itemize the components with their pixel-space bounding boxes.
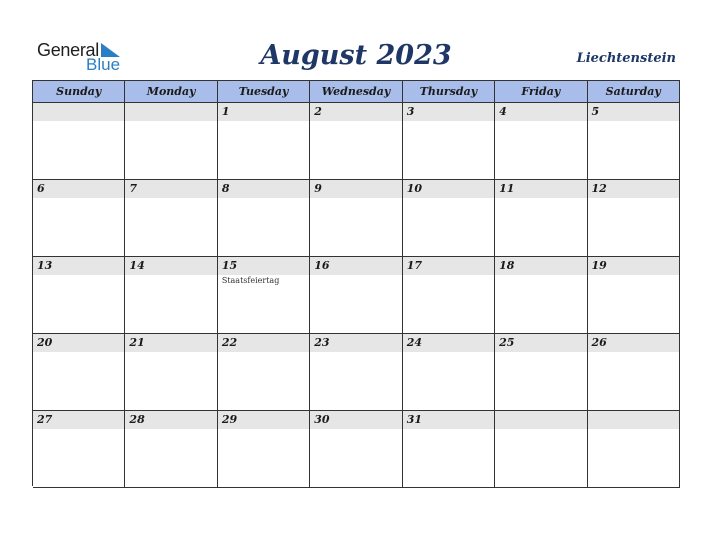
logo-word-general: General	[37, 40, 99, 60]
day-cell	[218, 334, 310, 411]
day-cell	[218, 257, 310, 334]
day-number: 15	[221, 259, 238, 272]
day-number: 30	[314, 413, 330, 426]
weekday-header-row	[33, 81, 680, 103]
day-number: 4	[499, 105, 507, 118]
day-cell	[495, 334, 587, 411]
day-number-band	[495, 411, 586, 429]
day-number-band	[33, 103, 124, 121]
day-number-band	[310, 103, 401, 121]
day-cell	[125, 180, 217, 257]
day-number: 19	[591, 259, 607, 272]
calendar-week-row	[33, 257, 680, 334]
day-cell	[310, 257, 402, 334]
day-number-band	[588, 103, 679, 121]
day-number: 2	[314, 105, 322, 118]
calendar-week-row	[33, 334, 680, 411]
day-number: 13	[37, 259, 53, 272]
day-number: 20	[37, 336, 53, 349]
day-cell	[403, 411, 495, 488]
day-cell	[495, 257, 587, 334]
day-number: 18	[499, 259, 515, 272]
day-number: 21	[129, 336, 145, 349]
day-number: 22	[221, 336, 238, 349]
day-cell	[218, 411, 310, 488]
day-cell	[310, 334, 402, 411]
day-cell	[588, 411, 680, 488]
day-number: 17	[406, 259, 422, 272]
day-cell	[218, 180, 310, 257]
weekday-header: Tuesday	[218, 81, 310, 103]
day-number: 8	[221, 182, 230, 195]
day-cell	[588, 180, 680, 257]
day-number-band	[218, 180, 309, 198]
day-cell	[125, 334, 217, 411]
day-number: 5	[591, 105, 600, 118]
day-number: 14	[129, 259, 145, 272]
day-cell	[588, 257, 680, 334]
day-number-band	[310, 180, 401, 198]
day-cell	[495, 103, 587, 180]
day-cell	[125, 411, 217, 488]
weekday-header: Sunday	[33, 81, 125, 103]
day-number: 10	[406, 182, 422, 195]
day-cell	[33, 180, 125, 257]
weekday-header: Saturday	[588, 81, 680, 103]
day-number: 24	[406, 336, 422, 349]
calendar-grid	[32, 80, 680, 486]
calendar-week-row	[33, 411, 680, 488]
day-number: 28	[129, 413, 145, 426]
day-number: 1	[221, 105, 230, 118]
calendar-week-row	[33, 180, 680, 257]
day-number: 31	[406, 413, 422, 426]
weekday-header: Friday	[495, 81, 587, 103]
day-cell	[403, 257, 495, 334]
day-cell	[588, 103, 680, 180]
day-number-band	[125, 103, 216, 121]
day-cell	[33, 257, 125, 334]
day-cell	[588, 334, 680, 411]
country-label: Liechtenstein	[576, 51, 676, 66]
day-number: 25	[499, 336, 515, 349]
day-cell	[310, 103, 402, 180]
day-number: 29	[221, 413, 238, 426]
day-number: 26	[591, 336, 607, 349]
day-cell	[310, 411, 402, 488]
holiday-label: Staatsfeiertag	[221, 276, 280, 285]
day-number: 9	[314, 182, 322, 195]
day-cell	[33, 103, 125, 180]
day-cell	[495, 411, 587, 488]
day-number-band	[125, 180, 216, 198]
day-number: 16	[314, 259, 330, 272]
calendar-week-row	[33, 103, 680, 180]
day-number-band	[218, 103, 309, 121]
day-cell	[403, 180, 495, 257]
day-number-band	[495, 103, 586, 121]
weekday-header: Thursday	[403, 81, 495, 103]
calendar-weeks	[33, 103, 680, 488]
day-number: 11	[499, 182, 515, 195]
day-cell	[125, 257, 217, 334]
day-number: 12	[591, 182, 607, 195]
weekday-header: Monday	[125, 81, 217, 103]
day-cell	[33, 334, 125, 411]
day-number-band	[403, 103, 494, 121]
day-cell	[218, 103, 310, 180]
day-number: 3	[406, 105, 415, 118]
weekday-header: Wednesday	[310, 81, 402, 103]
day-cell	[495, 180, 587, 257]
day-number: 27	[37, 413, 53, 426]
day-cell	[403, 103, 495, 180]
day-number: 7	[129, 182, 138, 195]
day-number: 23	[314, 336, 330, 349]
calendar-title: August 2023	[260, 40, 452, 71]
day-cell	[403, 334, 495, 411]
day-cell	[310, 180, 402, 257]
day-cell	[125, 103, 217, 180]
day-cell	[33, 411, 125, 488]
day-number: 6	[37, 182, 45, 195]
day-number-band	[33, 180, 124, 198]
day-number-band	[588, 411, 679, 429]
logo-word-blue: Blue	[86, 55, 121, 74]
